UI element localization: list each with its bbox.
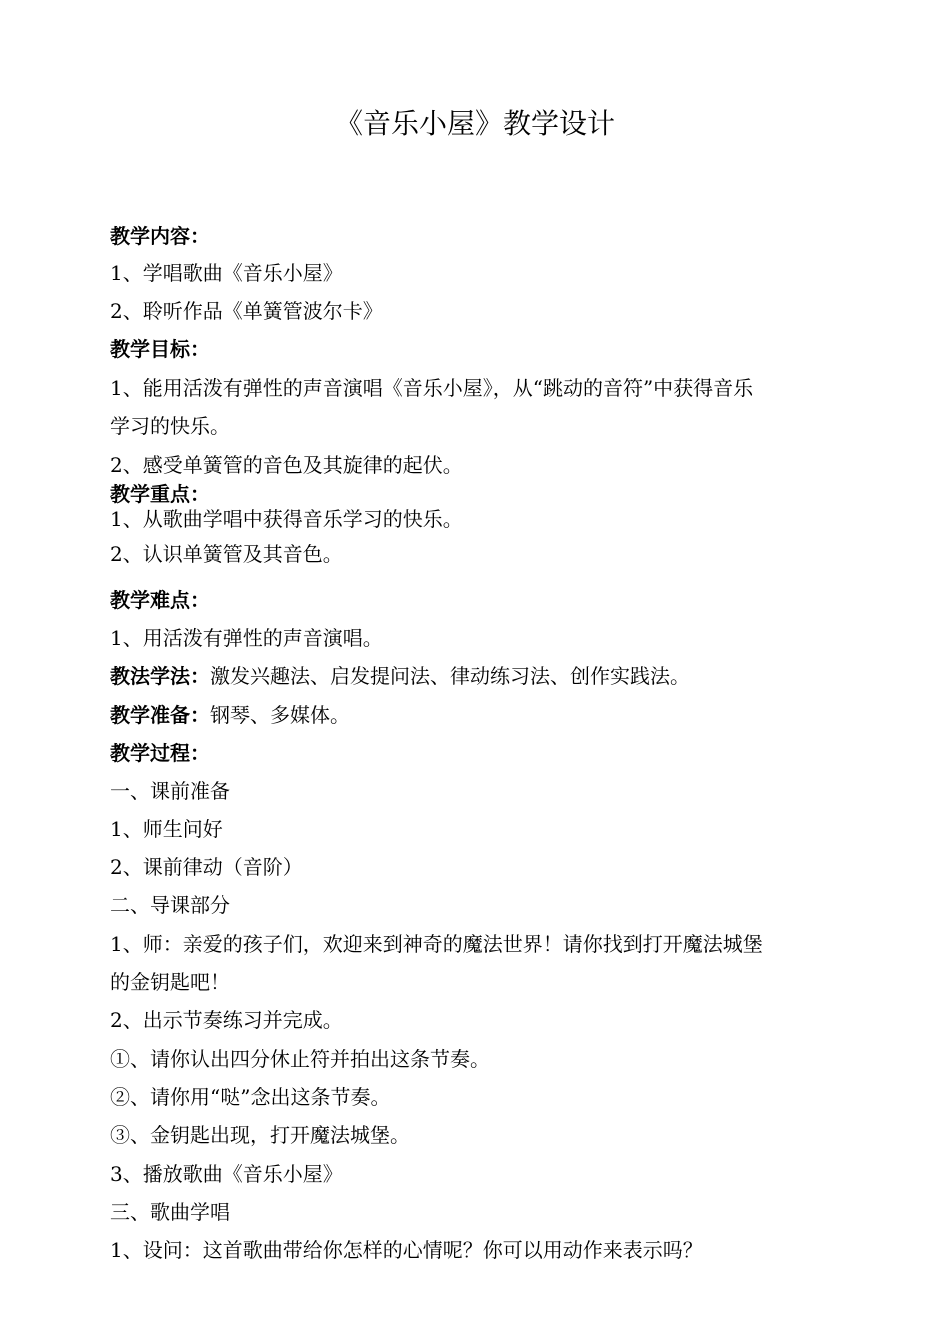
preparation-text: 钢琴、多媒体。 <box>210 703 350 727</box>
goals-item-1-line-1: 1、能用活泼有弹性的声音演唱《音乐小屋》，从“跳动的音符”中获得音乐 <box>110 376 754 400</box>
key-points-item-2: 2、认识单簧管及其音色。 <box>110 542 343 566</box>
key-points-heading: 教学重点： <box>110 482 210 506</box>
goals-heading: 教学目标： <box>110 337 210 361</box>
process-line: 一、课前准备 <box>110 779 230 803</box>
process-line: 2、课前律动（音阶） <box>110 855 303 879</box>
process-line: ②、请你用“哒”念出这条节奏。 <box>110 1085 391 1109</box>
process-line: 3、播放歌曲《音乐小屋》 <box>110 1162 343 1186</box>
process-line: 三、歌曲学唱 <box>110 1200 230 1224</box>
process-line: 二、导课部分 <box>110 893 230 917</box>
process-line: 的金钥匙吧！ <box>110 970 230 994</box>
process-line: 2、出示节奏练习并完成。 <box>110 1008 343 1032</box>
process-line: 1、设问：这首歌曲带给你怎样的心情呢？你可以用动作来表示吗？ <box>110 1238 703 1262</box>
document-title: 《音乐小屋》教学设计 <box>334 107 615 140</box>
methods-text: 激发兴趣法、启发提问法、律动练习法、创作实践法。 <box>210 664 690 688</box>
process-heading: 教学过程： <box>110 741 210 765</box>
process-line: ③、金钥匙出现，打开魔法城堡。 <box>110 1123 410 1147</box>
preparation-label: 教学准备： <box>110 703 210 727</box>
content-item-2: 2、聆听作品《单簧管波尔卡》 <box>110 299 383 323</box>
preparation-line <box>110 699 850 731</box>
methods-label: 教法学法： <box>110 664 210 688</box>
process-line: ①、请你认出四分休止符并拍出这条节奏。 <box>110 1047 490 1071</box>
difficulties-item-1: 1、用活泼有弹性的声音演唱。 <box>110 626 383 650</box>
goals-item-1-line-2: 学习的快乐。 <box>110 414 230 438</box>
goals-item-2: 2、感受单簧管的音色及其旋律的起伏。 <box>110 453 463 477</box>
content-item-1: 1、学唱歌曲《音乐小屋》 <box>110 261 343 285</box>
process-line: 1、师生问好 <box>110 817 223 841</box>
process-line: 1、师：亲爱的孩子们，欢迎来到神奇的魔法世界！请你找到打开魔法城堡 <box>110 932 763 956</box>
methods-line <box>110 660 850 692</box>
difficulties-heading: 教学难点： <box>110 588 210 612</box>
key-points-item-1: 1、从歌曲学唱中获得音乐学习的快乐。 <box>110 507 463 531</box>
content-heading: 教学内容： <box>110 224 210 248</box>
